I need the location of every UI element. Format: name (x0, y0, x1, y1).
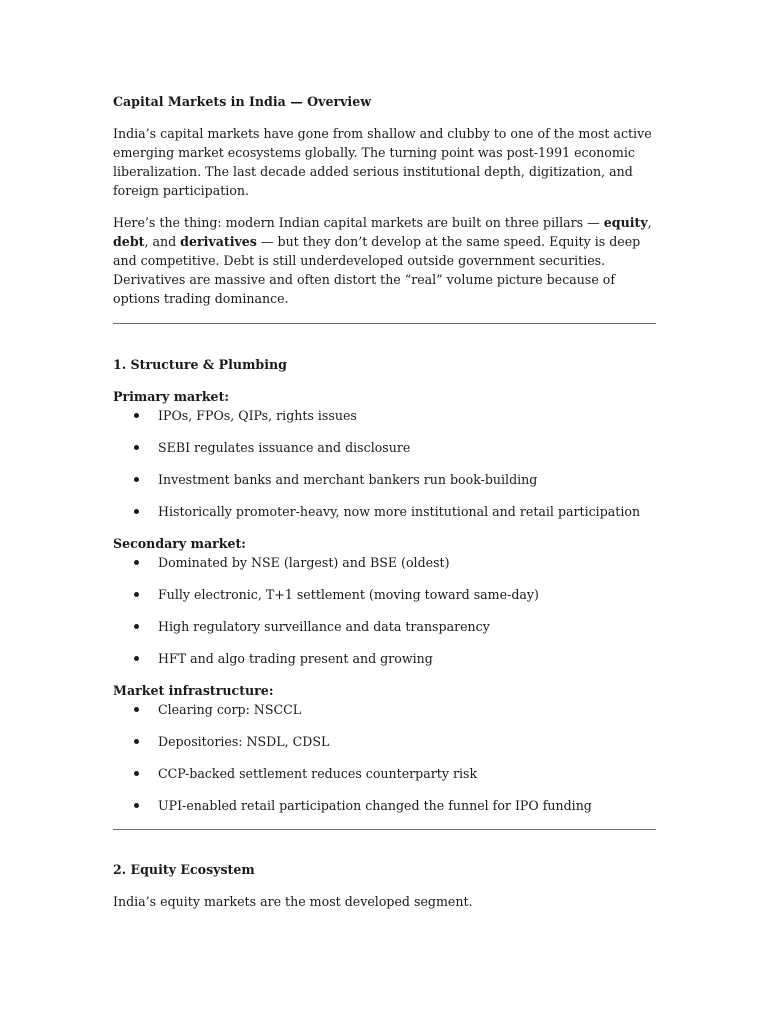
bullet-icon (134, 445, 139, 450)
pillars-text-end: — but they don’t develop at the same speed. Equity is deep and competitive. Debt is still underdeveloped outside government securities. Derivatives are massive and often distort the “real” volume picture because of options trading dominance. (113, 234, 641, 306)
list-item-text: Fully electronic, T+1 settlement (moving toward same-day) (158, 587, 539, 602)
list-item (113, 700, 656, 719)
section-1-heading: 1. Structure & Plumbing (113, 357, 287, 372)
pillars-comma-1: , (647, 215, 652, 230)
pillar-derivatives: derivatives (180, 234, 257, 249)
bullet-icon (134, 739, 139, 744)
pillars-text-start: Here’s the thing: modern Indian capital markets are built on three pillars — (113, 215, 604, 230)
document-body (113, 92, 656, 911)
pillars-comma-2: , and (144, 234, 181, 249)
bullet-icon (134, 509, 139, 514)
list-item-text: CCP-backed settlement reduces counterparty risk (158, 766, 478, 781)
bullet-icon (134, 771, 139, 776)
list-item (113, 585, 656, 604)
list-item-text: Dominated by NSE (largest) and BSE (oldest) (158, 555, 450, 570)
list-item (113, 649, 656, 668)
list-item-text: Depositories: NSDL, CDSL (158, 734, 330, 749)
list-item (113, 732, 656, 751)
list-item-text: Investment banks and merchant bankers run book-building (158, 472, 538, 487)
bullet-icon (134, 413, 139, 418)
section-2-heading: 2. Equity Ecosystem (113, 862, 255, 877)
section-2-intro: India’s equity markets are the most developed segment. (113, 894, 473, 909)
document-title: Capital Markets in India — Overview (113, 94, 372, 109)
bullet-icon (134, 477, 139, 482)
list-item-text: Historically promoter-heavy, now more institutional and retail participation (158, 504, 641, 519)
list-item (113, 617, 656, 636)
list-item (113, 796, 656, 815)
bullet-icon (134, 656, 139, 661)
section-divider (113, 323, 656, 324)
list-item (113, 502, 656, 521)
list-item-text: Clearing corp: NSCCL (158, 702, 302, 717)
bullet-icon (134, 707, 139, 712)
primary-market-list (113, 406, 656, 521)
section-divider (113, 829, 656, 830)
bullet-icon (134, 803, 139, 808)
pillars-paragraph (113, 213, 656, 308)
intro-paragraph: India’s capital markets have gone from shallow and clubby to one of the most active emerging market ecosystems globally. The turning point was post-1991 economic liberalization. The last decade added serious institutional depth, digitization, and foreign participation. (113, 126, 652, 198)
list-item-text: SEBI regulates issuance and disclosure (158, 440, 411, 455)
list-item (113, 438, 656, 457)
bullet-icon (134, 560, 139, 565)
list-item-text: UPI-enabled retail participation changed the funnel for IPO funding (158, 798, 592, 813)
list-item (113, 470, 656, 489)
list-item-text: IPOs, FPOs, QIPs, rights issues (158, 408, 357, 423)
pillar-debt: debt (113, 234, 145, 249)
list-item-text: HFT and algo trading present and growing (158, 651, 433, 666)
bullet-icon (134, 624, 139, 629)
market-infrastructure-list (113, 700, 656, 815)
secondary-market-label: Secondary market: (113, 536, 246, 551)
secondary-market-list (113, 553, 656, 668)
market-infrastructure-label: Market infrastructure: (113, 683, 274, 698)
primary-market-label: Primary market: (113, 389, 230, 404)
list-item-text: High regulatory surveillance and data transparency (158, 619, 490, 634)
bullet-icon (134, 592, 139, 597)
list-item (113, 553, 656, 572)
list-item (113, 764, 656, 783)
list-item (113, 406, 656, 425)
pillar-equity: equity (603, 215, 648, 230)
